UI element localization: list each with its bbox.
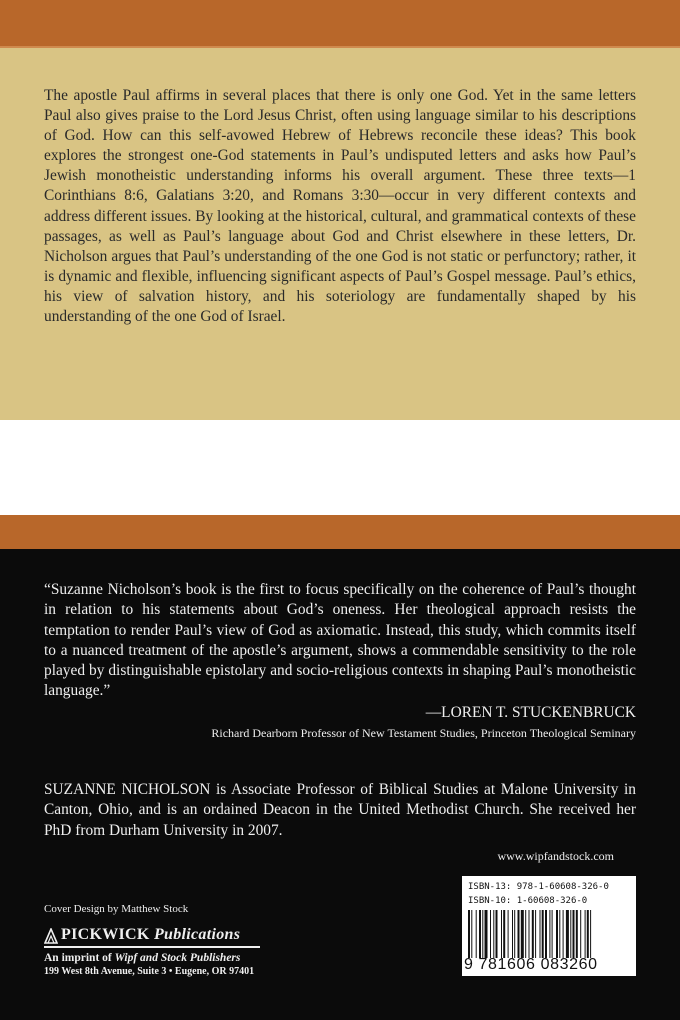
barcode-bar: [485, 910, 488, 958]
barcode-bar: [556, 910, 558, 958]
barcode-bar: [542, 910, 544, 958]
barcode-bar: [479, 910, 481, 958]
barcode-bar: [514, 910, 515, 958]
pickwick-logo-icon: [44, 928, 58, 944]
barcode-bar: [576, 910, 578, 958]
barcode-bar: [501, 910, 502, 958]
endorsement-author: —LOREN T. STUCKENBRUCK: [425, 704, 636, 721]
publisher-name-italic: Publications: [153, 926, 241, 943]
barcode-bar: [563, 910, 564, 958]
middle-orange-band: [0, 515, 680, 549]
barcode-bar: [512, 910, 513, 958]
barcode-bar: [573, 910, 575, 958]
endorsement-quote: “Suzanne Nicholson’s book is the first to focus specifically on the coherence of Paul’s thought in relation to his statements about God’s oneness. Her theological approach resists the temptation to render Paul’s view of God as axiomatic. Instead, this study, which commits itself to a nuanced treatment of the apostle’s argument, shows a commendable sensitivity to the role played by distinguishable epistolary and socio-religious contexts in shaping Paul’s monotheistic language.”: [44, 581, 636, 700]
barcode-bar: [580, 910, 581, 958]
barcode-bar: [468, 910, 470, 958]
barcode-bar: [525, 910, 526, 958]
imprint-prefix: An imprint of: [44, 952, 112, 964]
imprint-name: Wipf and Stock Publishers: [114, 952, 241, 964]
barcode-bar: [532, 910, 534, 958]
barcode-bar: [587, 910, 589, 958]
endorsement-author-title: Richard Dearborn Professor of New Testament Studies, Princeton Theological Seminary: [211, 726, 636, 740]
barcode-bar: [540, 910, 541, 958]
barcode-bars: [468, 910, 630, 958]
barcode-bar: [482, 910, 483, 958]
barcode-bar: [590, 910, 591, 958]
barcode-bar: [521, 910, 524, 958]
barcode-bar: [518, 910, 520, 958]
barcode-digits: 9 781606 083260: [464, 956, 598, 973]
publisher-name: [61, 926, 240, 944]
publisher-name-main: PICKWICK: [61, 926, 150, 943]
top-orange-band: [0, 0, 680, 48]
isbn-barcode: [462, 876, 636, 976]
publisher-divider: [44, 946, 260, 948]
barcode-bar: [549, 910, 550, 958]
white-stripe: [0, 420, 680, 515]
publisher-address: 199 West 8th Avenue, Suite 3 • Eugene, OR 97401: [44, 966, 255, 977]
barcode-bar: [493, 910, 494, 958]
cover-design-credit: Cover Design by Matthew Stock: [44, 903, 189, 915]
barcode-bar: [570, 910, 571, 958]
barcode-bar: [552, 910, 553, 958]
barcode-bar: [545, 910, 547, 958]
barcode-bar: [508, 910, 509, 958]
barcode-bar: [566, 910, 569, 958]
barcode-bar: [585, 910, 586, 958]
book-description: The apostle Paul affirms in several places that there is only one God. Yet in the same letters Paul also gives praise to the Lord Jesus Christ, often using language similar to his descriptions of God. How can this self-avowed Hebrew of Hebrews reconcile these ideas? This book explores the strongest one-God statements in Paul’s undisputed letters and asks how Paul’s Jewish monotheistic understanding informs his overall argument. These three texts—1 Corinthians 8:6, Galatians 3:20, and Romans 3:30—occur in very different contexts and address different issues. By looking at the historical, cultural, and grammatical contexts of these passages, as well as Paul’s language about God and Christ elsewhere in these letters, Dr. Nicholson argues that Paul’s understanding of the one God is not static or perfunctory; rather, it is dynamic and flexible, influencing significant aspects of Paul’s Gospel message. Paul’s ethics, his view of salvation history, and his soteriology are fundamentally shaped by his understanding of the one God of Israel.: [44, 87, 636, 326]
isbn-10: ISBN-10: 1-60608-326-0: [468, 896, 588, 906]
barcode-bar: [496, 910, 498, 958]
barcode-bar: [476, 910, 477, 958]
barcode-bar: [529, 910, 530, 958]
author-bio: SUZANNE NICHOLSON is Associate Professor of Biblical Studies at Malone University in Canton, Ohio, and is an ordained Deacon in the United Methodist Church. She received her PhD from Durham University in 2007.: [44, 781, 636, 839]
isbn-13: ISBN-13: 978-1-60608-326-0: [468, 882, 609, 892]
publisher-website: www.wipfandstock.com: [497, 849, 614, 863]
barcode-bar: [535, 910, 536, 958]
publisher-imprint: [44, 951, 260, 965]
barcode-bar: [490, 910, 491, 958]
barcode-bar: [559, 910, 560, 958]
barcode-bar: [471, 910, 472, 958]
publisher-block: [44, 926, 260, 978]
barcode-bar: [503, 910, 505, 958]
